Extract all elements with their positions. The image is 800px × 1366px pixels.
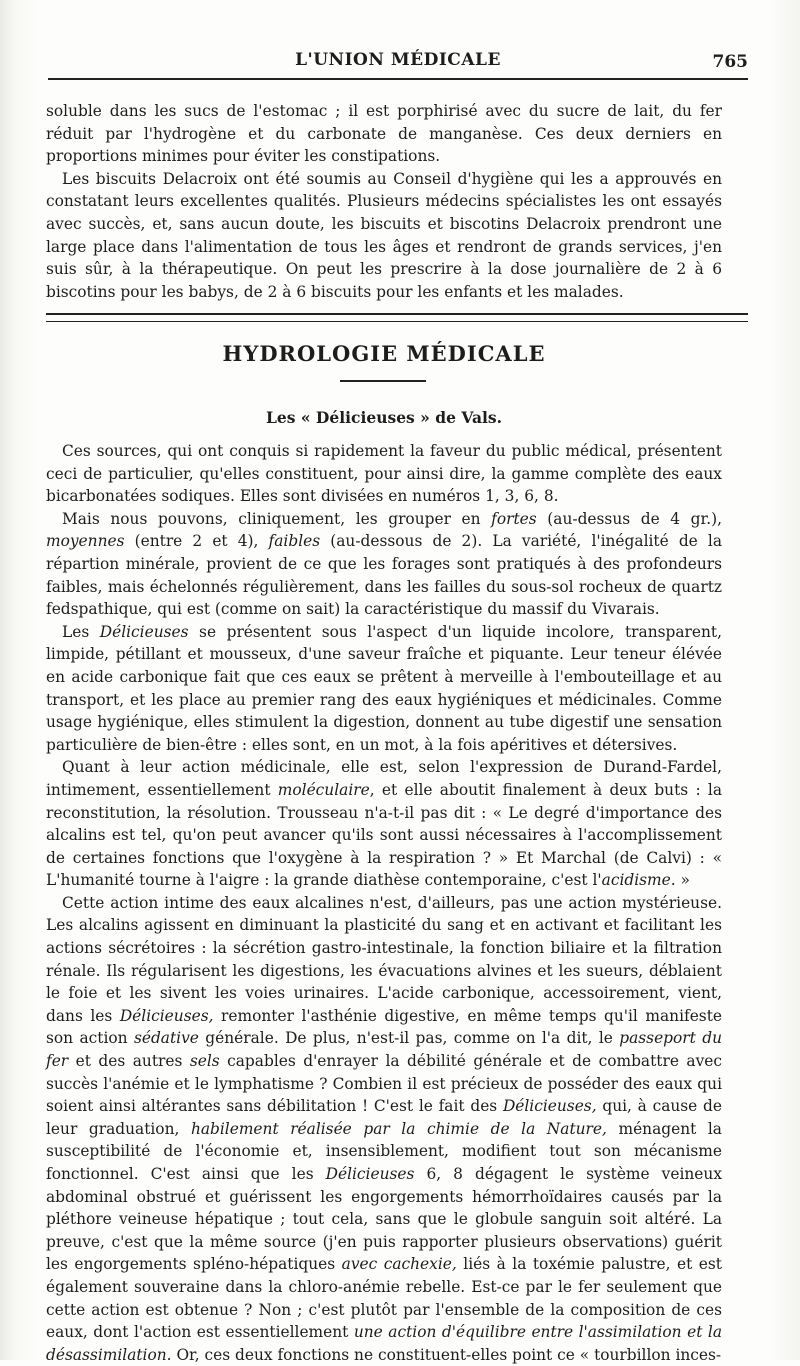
italic-term: fortes: [491, 509, 537, 528]
italic-term: sédative: [133, 1029, 199, 1048]
italic-term: Délicieuses: [325, 1165, 415, 1183]
text-run: capables d'enrayer la débilité générale et de combattre avec succès l'anémie et le lymphatisme ? Combien il est précieux de posséder des eaux qui soient ainsi altérantes sans débilitation ! C'est le fait des: [46, 1052, 723, 1116]
text-run: ménagent la susceptibilité de l'économie et, insensiblement, modifient tout son mécanisme fonctionnel. C'est ainsi que les: [46, 1119, 722, 1183]
italic-term: Délicieuses: [99, 622, 189, 641]
text-run: Quant à leur action médicinale, elle est, selon l'expression de Durand-Fardel, intimement, essentiellement: [46, 758, 722, 799]
paragraph: [46, 756, 722, 892]
text-run: et des autres: [68, 1052, 190, 1071]
text-run: Les: [62, 622, 100, 641]
article-title: Les « Délicieuses » de Vals.: [265, 408, 503, 427]
italic-term: passeport du fer: [46, 1029, 722, 1071]
text-run: »: [675, 871, 690, 890]
italic-term: Délicieuses,: [502, 1097, 597, 1116]
italic-term: sels: [189, 1052, 220, 1071]
italic-term: avec cachexie,: [341, 1255, 457, 1274]
italic-term: faibles: [268, 532, 321, 551]
text-run: (au-dessus de 4 gr.),: [536, 509, 722, 528]
section-title: HYDROLOGIE MÉDICALE: [222, 341, 546, 366]
italic-term: acidisme.: [601, 871, 676, 890]
text-run: générale. De plus, n'est-il pas, comme on l'a dit, le: [198, 1029, 620, 1048]
title-underline: [340, 380, 426, 382]
text-run: Or, ces deux fonctions ne constituent-elles point ce « tourbillon inces-: [171, 1345, 722, 1364]
paragraph: [46, 508, 722, 621]
article-body: [46, 440, 722, 1366]
text-run: remonter l'asthénie digestive, en même temps qu'il manifeste son action: [46, 1006, 722, 1048]
paragraph: Les biscuits Delacroix ont été soumis au Conseil d'hygiène qui les a approuvés en constatant leurs excellentes qualités. Plusieurs médecins spécialistes les ont essayés avec succès, et, sans aucun doute, les biscuits et biscotins Delacroix prendront une large place dans l'alimentation de tous les âges et rendront de grands services, j'en suis sûr, à la thérapeutique. On peut les prescrire à la dose journalière de 2 à 6 biscotins pour les babys, de 2 à 6 biscuits pour les enfants et les malades.: [46, 169, 722, 301]
paragraph: [46, 892, 722, 1366]
text-run: 6, 8 dégagent le système veineux abdominal obstrué et guérissent les engorgements hémorrhoïdaires causés par la pléthore veineuse hépatique ; tout cela, sans que le globule sanguin soit altéré. La preuve, c'est que la même source (j'en puis rapporter plusieurs observations) guérit les engorgements spléno-hépatiques: [46, 1165, 723, 1274]
italic-term: habilement réalisée par la chimie de la Nature,: [190, 1119, 607, 1138]
running-header: [48, 48, 748, 80]
text-run: qui, à cause de leur graduation,: [46, 1097, 722, 1138]
italic-term: Délicieuses,: [119, 1006, 214, 1025]
text-run: , et elle aboutit finalement à deux buts : la reconstitution, la résolution. Trousseau n'a-t-il pas dit : « Le degré d'importance des alcalins est tel, qu'on peut avancer qu'ils sont aussi nécessaires à l'accomplissement de certaines fonctions que l'oxygène à la respiration ? » Et Marchal (de Calvi) : « L'humanité tourne à l'aigre : la grande diathèse contemporaine, c'est l': [46, 780, 722, 890]
paragraph: [46, 621, 722, 757]
paragraph: soluble dans les sucs de l'estomac ; il est porphirisé avec du sucre de lait, du fer réduit par l'hydrogène et du carbonate de manganèse. Ces deux derniers en proportions minimes pour éviter les constipations.: [46, 102, 722, 166]
italic-term: une action d'équilibre entre l'assimilation et la désassimilation.: [46, 1323, 722, 1364]
text-run: (entre 2 et 4),: [124, 532, 269, 551]
text-run: se présentent sous l'aspect d'un liquide incolore, transparent, limpide, pétillant et mousseux, d'une saveur fraîche et piquante. Leur teneur élévée en acide carbonique fait que ces eaux se prêtent à merveille à l'embouteillage et au transport, et les place au premier rang des eaux hygiéniques et médicinales. Comme usage hygiénique, elles stimulent la digestion, donnent au tube digestif une sensation particulière de bien-être : elles sont, en un mot, à la fois apéritives et détersives.: [46, 622, 722, 754]
text-run: (au-dessous de 2). La variété, l'inégalité de la répartion minérale, provient de ce que les forages sont pratiqués à des profondeurs faibles, mais échelonnés régulièrement, dans les failles du sous-sol rocheux de quartz fedspathique, qui est (comme on sait) la caractéristique du massif du Vivarais.: [46, 532, 722, 619]
text-run: Mais nous pouvons, cliniquement, les grouper en: [62, 509, 492, 528]
italic-term: moyennes: [46, 532, 125, 551]
text-run: liés à la toxémie palustre, et est également souveraine dans la chloro-anémie rebelle. Est-ce par le fer seulement que cette action est obtenue ? Non ; c'est plutôt par l'ensemble de la composition de ces eaux, dont l'action est essentiellement: [46, 1255, 722, 1342]
previous-article-ending: [46, 100, 722, 303]
paragraph: Ces sources, qui ont conquis si rapidement la faveur du public médical, présentent ceci de particulier, qu'elles constituent, pour ainsi dire, la gamme complète des eaux bicarbonatées sodiques. Elles sont divisées en numéros 1, 3, 6, 8.: [46, 442, 722, 506]
text-run: Cette action intime des eaux alcalines n'est, d'ailleurs, pas une action mystérieuse. Les alcalins agissent en diminuant la plasticité du sang et en activant et facilitant les actions sécrétoires : la sécrétion gastro-intestinale, la fonction biliaire et la filtration rénale. Ils régularisent les digestions, les évacuations alvines et les sueurs, déblaient le foie et les sivent les voies urinaires. L'acide carbonique, accessoirement, vient, dans les: [46, 893, 722, 1025]
italic-term: moléculaire: [277, 780, 370, 799]
running-title: L'UNION MÉDICALE: [295, 50, 501, 70]
page-number: 765: [712, 52, 748, 72]
section-divider: [46, 313, 748, 322]
